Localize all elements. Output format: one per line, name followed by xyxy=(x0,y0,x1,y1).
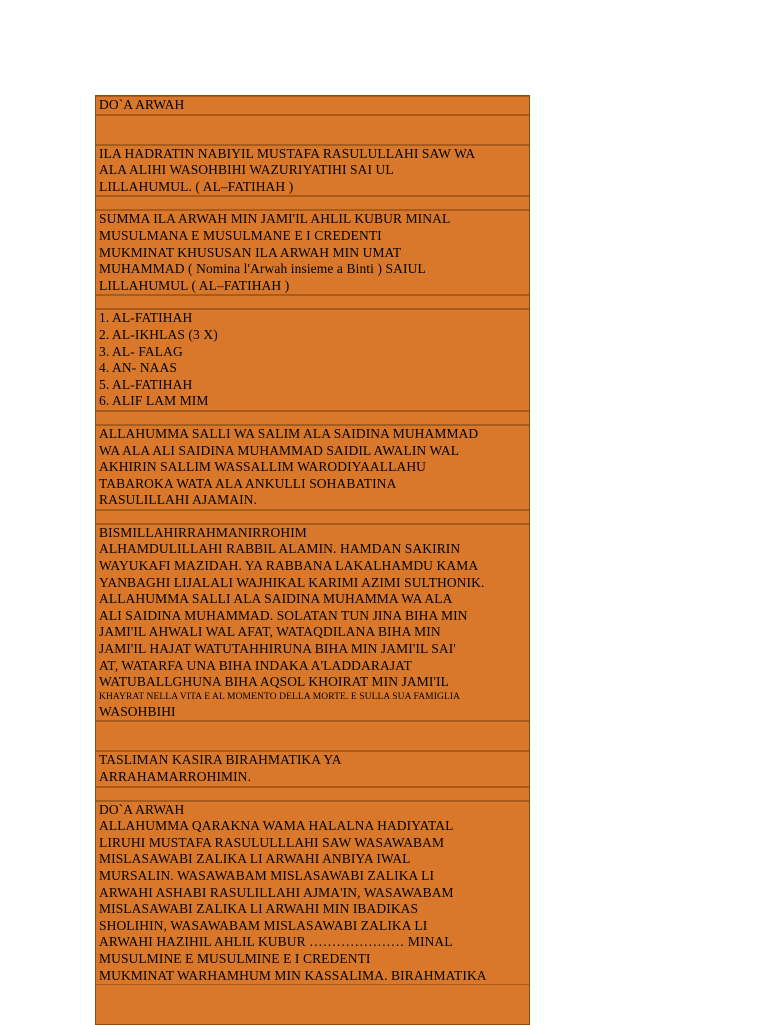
doc-heading-line: DO`A ARWAH xyxy=(99,97,185,112)
text-line-italian: KHAYRAT NELLA VITA E AL MOMENTO DELLA MORTE. E SULLA SUA FAMIGLIA xyxy=(99,691,461,702)
text-line: TASLIMAN KASIRA BIRAHMATIKA YA xyxy=(99,752,342,768)
text-line: ALHAMDULILLAHI RABBIL ALAMIN. HAMDAN SAKIRIN xyxy=(99,541,461,557)
paragraph-tasliman xyxy=(96,751,529,786)
spacer-6 xyxy=(96,721,529,751)
text-line: ALLAHUMMA SALLI WA SALIM ALA SAIDINA MUHAMMAD xyxy=(99,425,479,441)
paragraph-bismillah xyxy=(96,524,529,722)
spacer-4 xyxy=(96,411,529,425)
text-line: LILLAHUMUL. ( AL–FATIHAH ) xyxy=(99,178,294,194)
list-item: 1. AL-FATIHAH xyxy=(99,310,193,326)
spacer-3 xyxy=(96,295,529,309)
text-line: ARRAHAMARROHIMIN. xyxy=(99,769,252,784)
text-line: SHOLIHIN, WASAWABAM MISLASAWABI ZALIKA LI xyxy=(99,917,428,933)
list-item: 2. AL-IKHLAS (3 X) xyxy=(99,326,218,342)
text-line: ALI SAIDINA MUHAMMAD. SOLATAN TUN JINA BIHA MIN xyxy=(99,607,468,623)
text-line: BISMILLAHIRRAHMANIRROHIM xyxy=(99,524,307,540)
text-line: AKHIRIN SALLIM WASSALLIM WARODIYAALLAHU xyxy=(99,459,427,475)
spacer-2 xyxy=(96,196,529,210)
paragraph-doa-arwah-2 xyxy=(96,801,529,986)
text-line: LIRUHI MUSTAFA RASULULLLAHI SAW WASAWABAM xyxy=(99,834,445,850)
paragraph-sholawat xyxy=(96,425,529,510)
doc-heading xyxy=(96,96,529,115)
surah-list xyxy=(96,309,529,411)
spacer-5 xyxy=(96,510,529,524)
list-item: 6. ALIF LAM MIM xyxy=(99,393,209,409)
text-line: TABAROKA WATA ALA ANKULLI SOHABATINA xyxy=(99,475,397,491)
text-line: ARWAHI ASHABI RASULILLAHI AJMA'IN, WASAWABAM xyxy=(99,884,454,900)
paragraph-fatihah-intro xyxy=(96,145,529,197)
text-line: WATUBALLGHUNA BIHA AQSOL KHOIRAT MIN JAMI'IL xyxy=(99,674,449,690)
text-line: MISLASAWABI ZALIKA LI ARWAHI MIN IBADIKAS xyxy=(99,901,419,917)
text-line: LILLAHUMUL ( AL–FATIHAH ) xyxy=(99,277,290,293)
text-line: MUHAMMAD ( Nomina l'Arwah insieme a Binti ) SAIUL xyxy=(99,261,426,277)
text-line: WASOHBIHI xyxy=(99,703,176,719)
list-item: 5. AL-FATIHAH xyxy=(99,376,193,392)
text-line: MUKMINAT WARHAMHUM MIN KASSALIMA. BIRAHMATIKA xyxy=(99,967,487,983)
text-line: JAMI'IL HAJAT WATUTAHHIRUNA BIHA MIN JAMI'IL SAI' xyxy=(99,641,456,657)
text-line: MURSALIN. WASAWABAM MISLASAWABI ZALIKA LI xyxy=(99,867,435,883)
text-line: ARWAHI HAZIHIL AHLIL KUBUR ………………… MINAL xyxy=(99,934,453,950)
document-page xyxy=(95,95,530,1025)
text-line: JAMI'IL AHWALI WAL AFAT, WATAQDILANA BIHA MIN xyxy=(99,624,441,640)
text-line: YANBAGHI LIJALALI WAJHIKAL KARIMI AZIMI SULTHONIK. xyxy=(99,574,485,590)
text-line: MUSULMANA E MUSULMANE E I CREDENTI xyxy=(99,227,382,243)
text-line: MISLASAWABI ZALIKA LI ARWAHI ANBIYA IWAL xyxy=(99,851,411,867)
list-item: 3. AL- FALAG xyxy=(99,343,183,359)
text-line: ALLAHUMMA SALLI ALA SAIDINA MUHAMMA WA ALA xyxy=(99,591,453,607)
spacer-7 xyxy=(96,787,529,801)
text-line: ALA ALIHI WASOHBIHI WAZURIYATIHI SAI UL xyxy=(99,162,394,178)
text-line: SUMMA ILA ARWAH MIN JAMI'IL AHLIL KUBUR MINAL xyxy=(99,211,451,227)
text-line: WAYUKAFI MAZIDAH. YA RABBANA LAKALHAMDU KAMA xyxy=(99,558,479,574)
paragraph-arwah-kubur xyxy=(96,210,529,295)
text-line: RASULILLAHI AJAMAIN. xyxy=(99,492,257,508)
text-line: AT, WATARFA UNA BIHA INDAKA A'LADDARAJAT xyxy=(99,657,412,673)
text-line: ILA HADRATIN NABIYIL MUSTAFA RASULULLAHI SAW WA xyxy=(99,145,476,161)
text-line: MUSULMINE E MUSULMINE E I CREDENTI xyxy=(99,950,371,966)
spacer-top xyxy=(96,115,529,145)
text-line: DO`A ARWAH xyxy=(99,801,185,817)
text-line: ALLAHUMMA QARAKNA WAMA HALALNA HADIYATAL xyxy=(99,818,454,834)
text-line: WA ALA ALI SAIDINA MUHAMMAD SAIDIL AWALIN WAL xyxy=(99,442,460,458)
text-line: MUKMINAT KHUSUSAN ILA ARWAH MIN UMAT xyxy=(99,244,402,260)
list-item: 4. AN- NAAS xyxy=(99,360,177,376)
